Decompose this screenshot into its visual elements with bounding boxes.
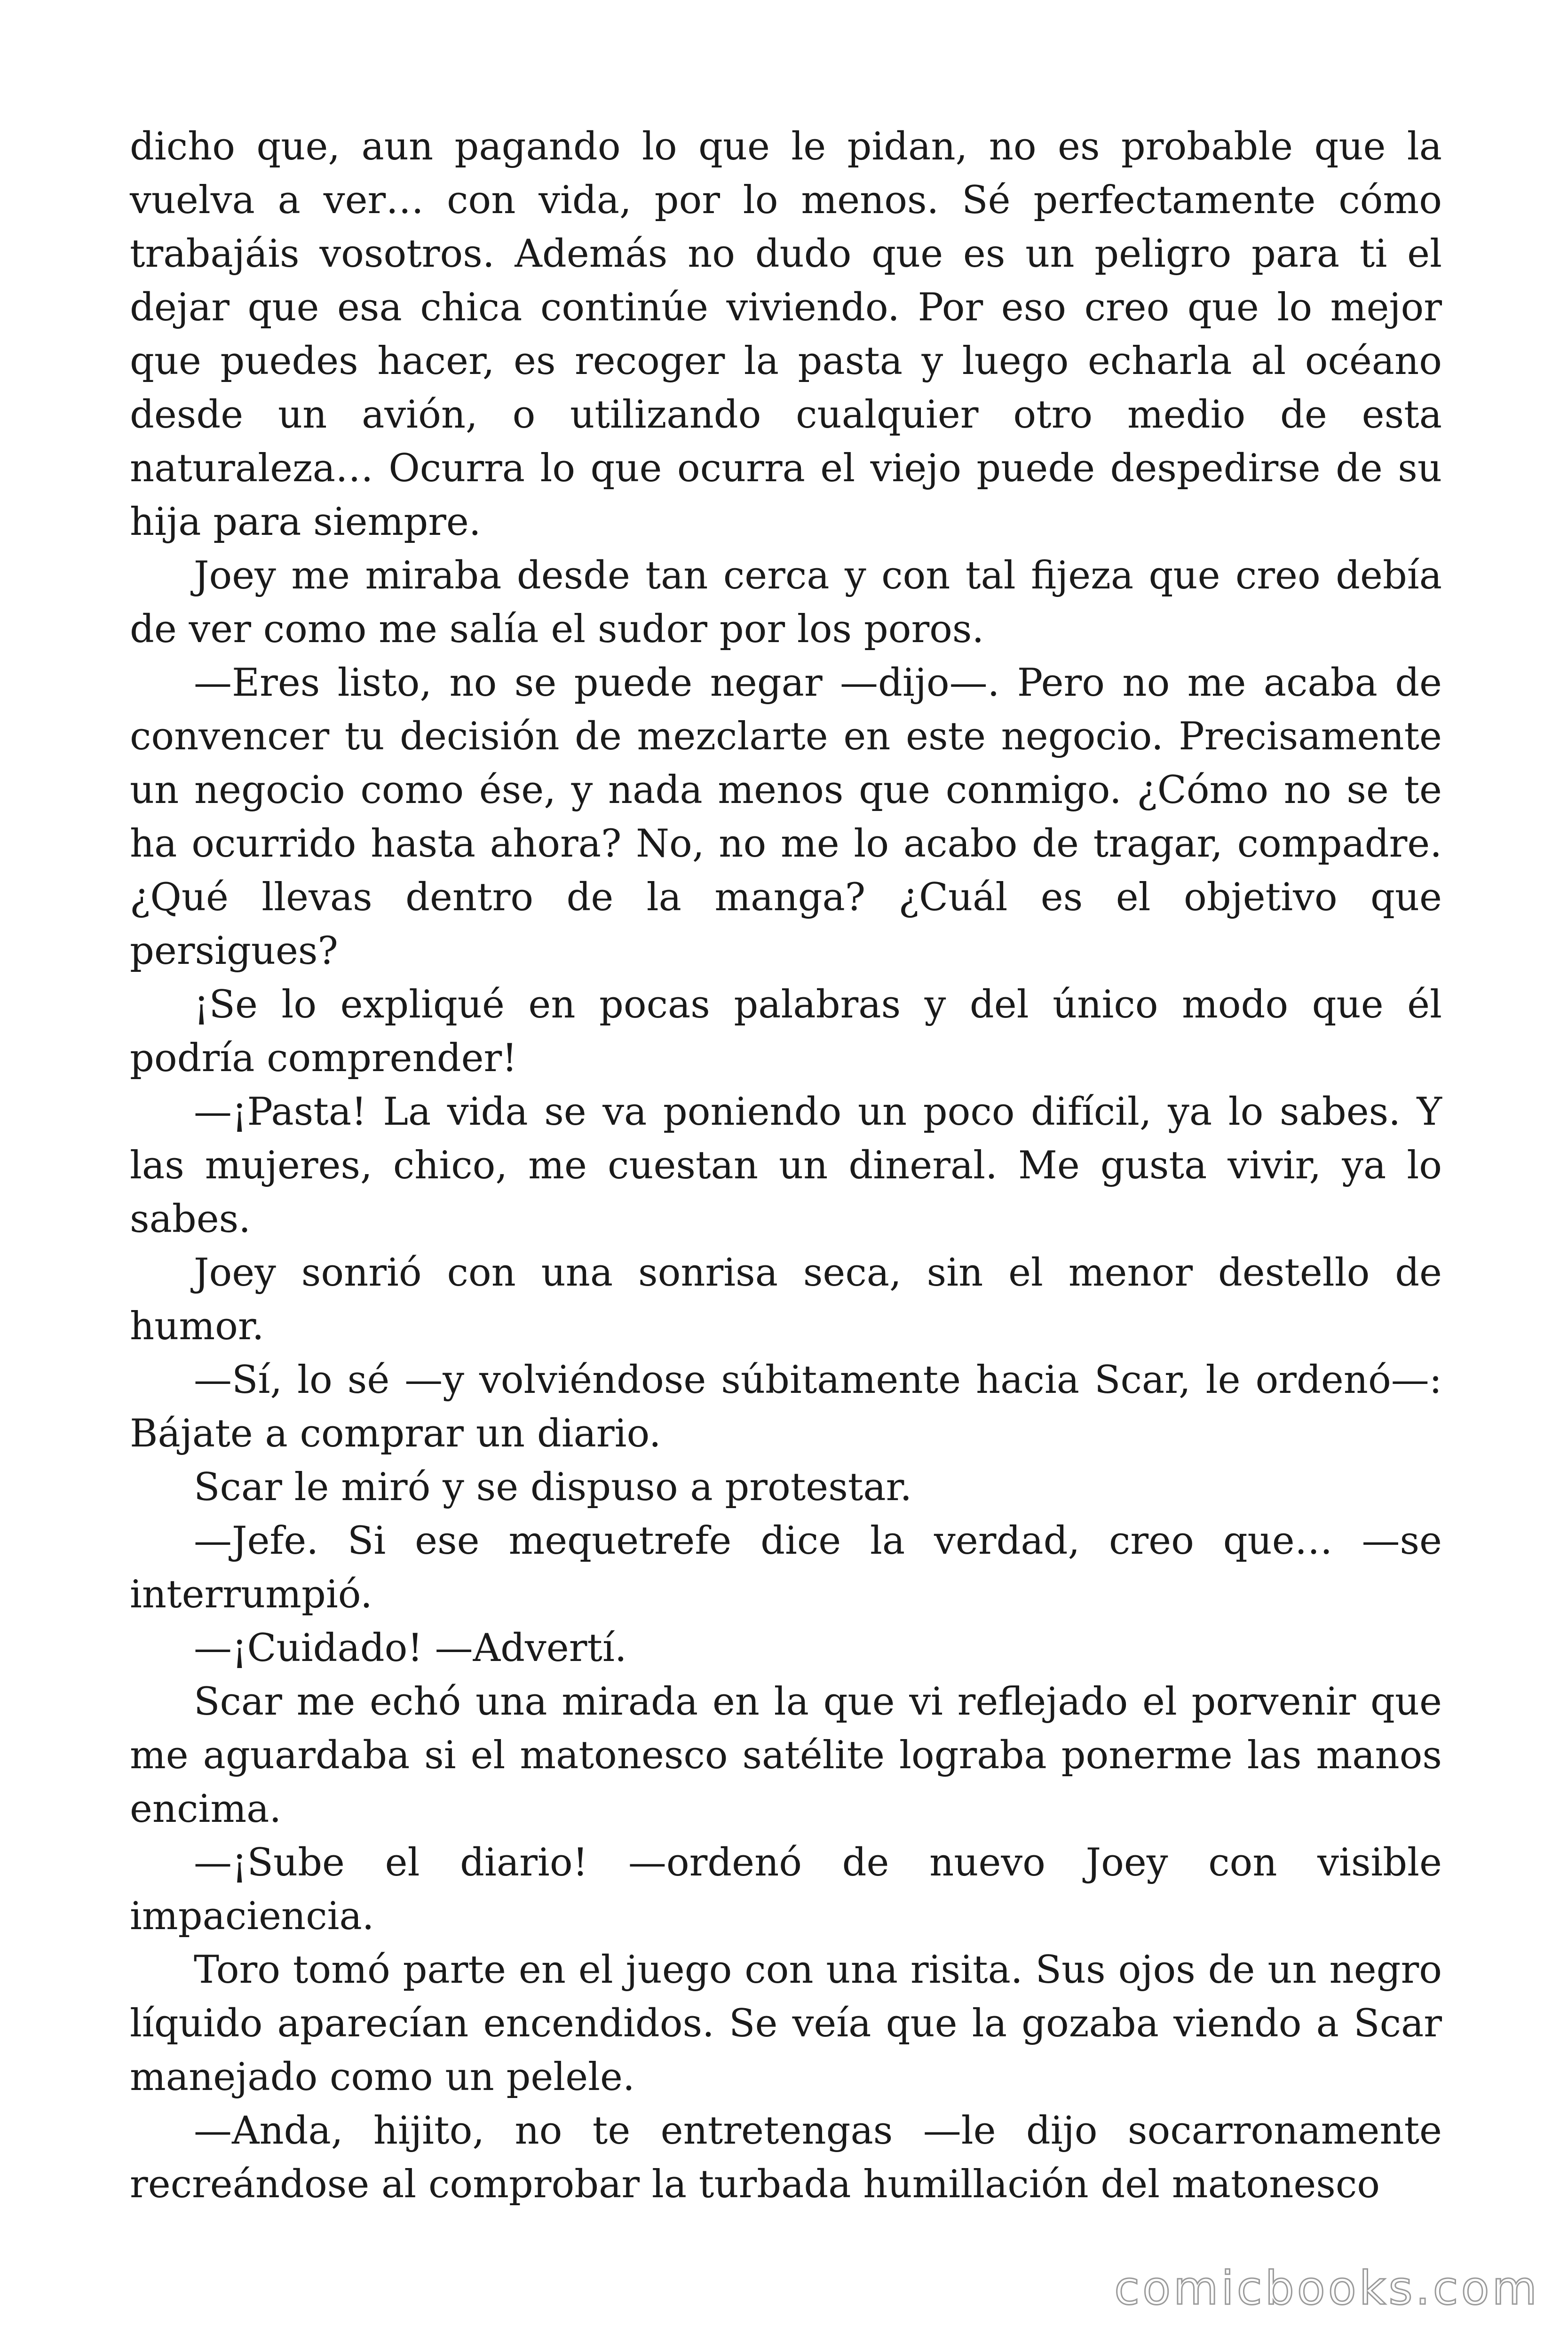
paragraph: dicho que, aun pagando lo que le pidan, no es probable que la vuelva a ver… con vida, por lo menos. Sé perfectamente cómo trabajáis vosotros. Además no dudo que es un peligro para ti el dejar que esa chica continúe viviendo. Por eso creo que lo mejor que puedes hacer, es recoger la pasta y luego echarla al océano desde un avión, o utilizando cualquier otro medio de esta naturaleza… Ocurra lo que ocurra el viejo puede despedirse de su hija para siempre. <box>130 125 1442 544</box>
paragraph: —¡Pasta! La vida se va poniendo un poco difícil, ya lo sabes. Y las mujeres, chico, me cuestan un dineral. Me gusta vivir, ya lo sabes. <box>130 1090 1442 1241</box>
paragraph: Scar le miró y se dispuso a protestar. <box>194 1465 912 1510</box>
paragraph: Toro tomó parte en el juego con una risita. Sus ojos de un negro líquido aparecían encendidos. Se veía que la gozaba viendo a Scar manejado como un pelele. <box>130 1948 1442 2099</box>
paragraph: Scar me echó una mirada en la que vi reflejado el porvenir que me aguardaba si el matonesco satélite lograba ponerme las manos encima. <box>130 1680 1442 1831</box>
paragraph: —¡Cuidado! —Advertí. <box>194 1626 627 1670</box>
book-page-body <box>130 120 1442 2211</box>
paragraph: —Anda, hijito, no te entretengas —le dijo socarronamente recreándose al comprobar la turbada humillación del matonesco <box>130 2109 1442 2207</box>
paragraph: —Eres listo, no se puede negar —dijo—. Pero no me acaba de convencer tu decisión de mezclarte en este negocio. Precisamente un negocio como ése, y nada menos que conmigo. ¿Cómo no se te ha ocurrido hasta ahora? No, no me lo acabo de tragar, compadre. ¿Qué llevas dentro de la manga? ¿Cuál es el objetivo que persigues? <box>130 661 1442 973</box>
paragraph: ¡Se lo expliqué en pocas palabras y del único modo que él podría comprender! <box>130 983 1442 1081</box>
watermark-logo: comicbooks.com <box>1114 2262 1540 2315</box>
paragraph: Joey sonrió con una sonrisa seca, sin el menor destello de humor. <box>130 1251 1442 1349</box>
paragraph: —Jefe. Si ese mequetrefe dice la verdad, creo que… —se interrumpió. <box>130 1519 1442 1617</box>
paragraph: Joey me miraba desde tan cerca y con tal fijeza que creo debía de ver como me salía el sudor por los poros. <box>130 554 1442 652</box>
paragraph: —¡Sube el diario! —ordenó de nuevo Joey con visible impaciencia. <box>130 1841 1442 1939</box>
paragraph: —Sí, lo sé —y volviéndose súbitamente hacia Scar, le ordenó—: Bájate a comprar un diario. <box>130 1358 1442 1456</box>
